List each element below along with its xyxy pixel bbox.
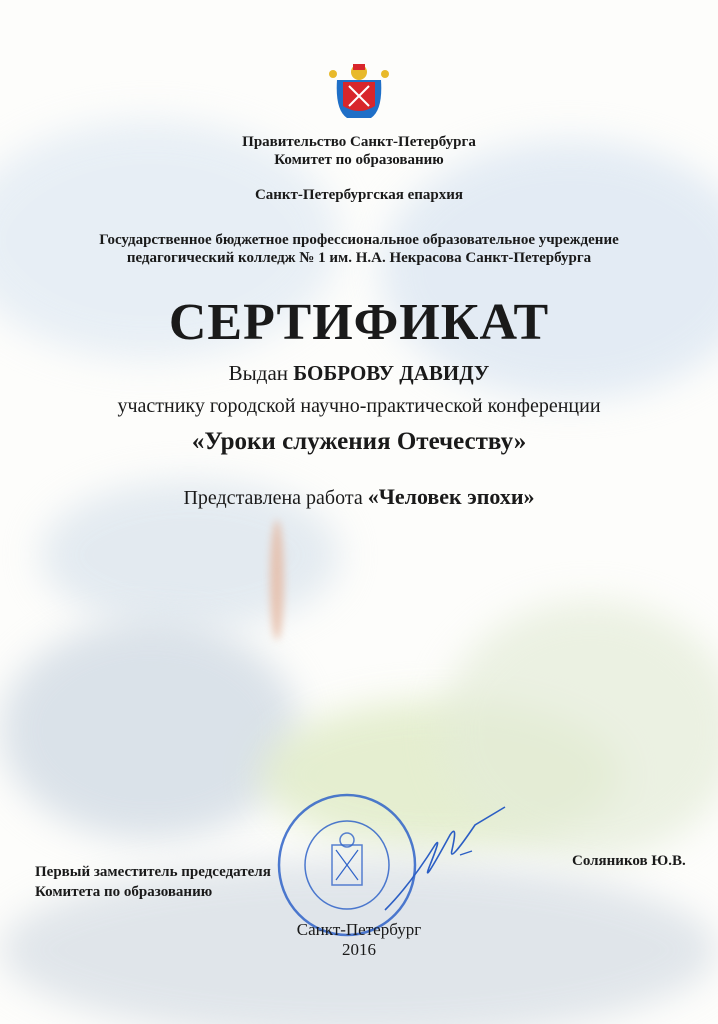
signer-name: Соляников Ю.В. xyxy=(572,853,686,869)
issued-prefix: Выдан xyxy=(228,361,289,385)
work-title: «Человек эпохи» xyxy=(367,484,535,509)
city: Санкт-Петербург xyxy=(296,920,422,939)
government-line: Правительство Санкт-Петербурга xyxy=(242,134,476,150)
issued-line xyxy=(0,360,718,386)
coat-of-arms-icon xyxy=(327,60,391,124)
eparchy-line: Санкт-Петербургская епархия xyxy=(254,187,464,203)
signature-icon xyxy=(380,805,510,915)
institution-line-1: Государственное бюджетное профессиональное образовательное учреждение xyxy=(99,232,619,248)
signer-title-line-1: Первый заместитель председателя xyxy=(35,864,271,880)
participant-text: участнику городской научно-практической конференции xyxy=(117,395,601,417)
work-prefix: Представлена работа xyxy=(183,487,363,509)
year: 2016 xyxy=(342,940,376,959)
signer-title-line-2: Комитета по образованию xyxy=(35,884,213,900)
work-line xyxy=(0,483,718,512)
committee-line: Комитет по образованию xyxy=(274,152,444,168)
conference-name: «Уроки служения Отечеству» xyxy=(191,428,527,455)
recipient-name: БОБРОВУ ДАВИДУ xyxy=(293,361,490,385)
signer-title xyxy=(35,862,271,902)
certificate-title: СЕРТИФИКАТ xyxy=(168,294,550,351)
institution-line-2: педагогический колледж № 1 им. Н.А. Некрасова Санкт-Петербурга xyxy=(126,250,592,266)
